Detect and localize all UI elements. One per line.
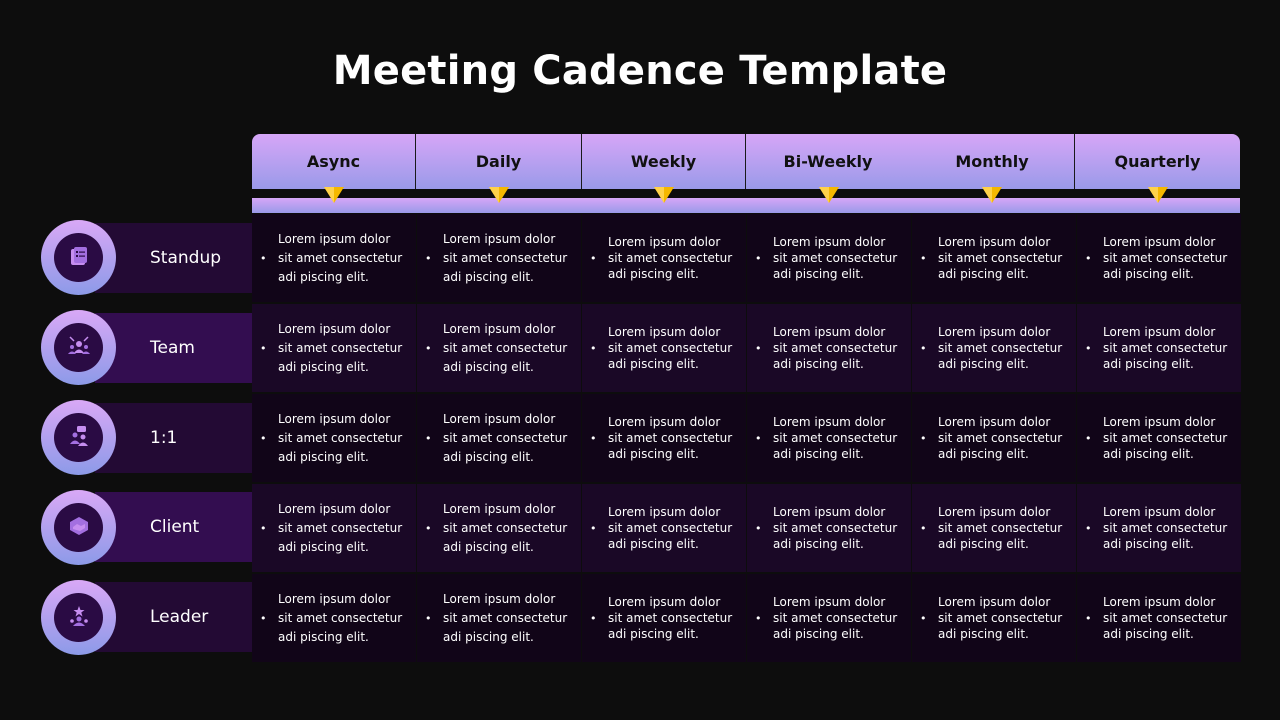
grid-cell: • Lorem ipsum dolor sit amet consectetur adi piscing elit. xyxy=(252,304,416,392)
leader-star-icon xyxy=(68,605,90,631)
row-label-team: Team xyxy=(95,313,252,383)
grid-cell: • Lorem ipsum dolor sit amet consectetur adi piscing elit. xyxy=(582,304,746,392)
grid-cell: • Lorem ipsum dolor sit amet consectetur adi piscing elit. xyxy=(912,484,1076,572)
column-header xyxy=(252,134,1240,189)
row-label-standup: Standup xyxy=(95,223,252,293)
grid-cell: • Lorem ipsum dolor sit amet consectetur adi piscing elit. xyxy=(912,214,1076,302)
column-header-daily: Daily xyxy=(416,134,582,189)
marker-icon xyxy=(1147,186,1169,204)
grid-cell: • Lorem ipsum dolor sit amet consectetur adi piscing elit. xyxy=(1077,574,1241,662)
grid-cell: • Lorem ipsum dolor sit amet consectetur adi piscing elit. xyxy=(582,394,746,482)
grid-cell: • Lorem ipsum dolor sit amet consectetur adi piscing elit. xyxy=(417,214,581,302)
grid-cell: • Lorem ipsum dolor sit amet consectetur adi piscing elit. xyxy=(747,574,911,662)
grid-cell: • Lorem ipsum dolor sit amet consectetur adi piscing elit. xyxy=(252,214,416,302)
team-icon xyxy=(67,335,91,361)
grid-cell: • Lorem ipsum dolor sit amet consectetur adi piscing elit. xyxy=(417,304,581,392)
leader-badge xyxy=(41,580,116,655)
marker-icon xyxy=(653,186,675,204)
grid-cell: • Lorem ipsum dolor sit amet consectetur adi piscing elit. xyxy=(582,574,746,662)
row-label-leader: Leader xyxy=(95,582,252,652)
marker-icon xyxy=(981,186,1003,204)
grid-cell: • Lorem ipsum dolor sit amet consectetur adi piscing elit. xyxy=(252,394,416,482)
column-header-async: Async xyxy=(252,134,416,189)
column-header-monthly: Monthly xyxy=(910,134,1075,189)
checklist-icon xyxy=(68,245,90,271)
column-header-bi-weekly: Bi-Weekly xyxy=(746,134,910,189)
grid-cell: • Lorem ipsum dolor sit amet consectetur adi piscing elit. xyxy=(747,304,911,392)
handshake-icon xyxy=(67,515,91,541)
one-on-one-icon xyxy=(68,425,90,451)
column-header-quarterly: Quarterly xyxy=(1075,134,1240,189)
grid-cell: • Lorem ipsum dolor sit amet consectetur adi piscing elit. xyxy=(417,484,581,572)
grid-cell: • Lorem ipsum dolor sit amet consectetur adi piscing elit. xyxy=(582,214,746,302)
row-label-client: Client xyxy=(95,492,252,562)
row-label-one-on-one: 1:1 xyxy=(95,403,252,473)
grid-cell: • Lorem ipsum dolor sit amet consectetur adi piscing elit. xyxy=(1077,304,1241,392)
grid-cell: • Lorem ipsum dolor sit amet consectetur adi piscing elit. xyxy=(1077,214,1241,302)
page-title: Meeting Cadence Template xyxy=(332,48,948,94)
grid-cell: • Lorem ipsum dolor sit amet consectetur adi piscing elit. xyxy=(747,214,911,302)
grid-cell: • Lorem ipsum dolor sit amet consectetur adi piscing elit. xyxy=(912,304,1076,392)
marker-icon xyxy=(323,186,345,204)
standup-badge xyxy=(41,220,116,295)
marker-icon xyxy=(488,186,510,204)
grid-cell: • Lorem ipsum dolor sit amet consectetur adi piscing elit. xyxy=(1077,484,1241,572)
grid-cell: • Lorem ipsum dolor sit amet consectetur adi piscing elit. xyxy=(417,394,581,482)
timeline-bar xyxy=(252,198,1240,213)
grid-cell: • Lorem ipsum dolor sit amet consectetur adi piscing elit. xyxy=(912,574,1076,662)
grid-cell: • Lorem ipsum dolor sit amet consectetur adi piscing elit. xyxy=(912,394,1076,482)
client-badge xyxy=(41,490,116,565)
grid-cell: • Lorem ipsum dolor sit amet consectetur adi piscing elit. xyxy=(747,394,911,482)
grid-cell: • Lorem ipsum dolor sit amet consectetur adi piscing elit. xyxy=(1077,394,1241,482)
one-on-one-badge xyxy=(41,400,116,475)
marker-icon xyxy=(818,186,840,204)
grid-cell: • Lorem ipsum dolor sit amet consectetur adi piscing elit. xyxy=(252,484,416,572)
grid-cell: • Lorem ipsum dolor sit amet consectetur adi piscing elit. xyxy=(417,574,581,662)
grid-cell: • Lorem ipsum dolor sit amet consectetur adi piscing elit. xyxy=(747,484,911,572)
team-badge xyxy=(41,310,116,385)
grid-cell: • Lorem ipsum dolor sit amet consectetur adi piscing elit. xyxy=(252,574,416,662)
grid-cell: • Lorem ipsum dolor sit amet consectetur adi piscing elit. xyxy=(582,484,746,572)
column-header-weekly: Weekly xyxy=(582,134,746,189)
